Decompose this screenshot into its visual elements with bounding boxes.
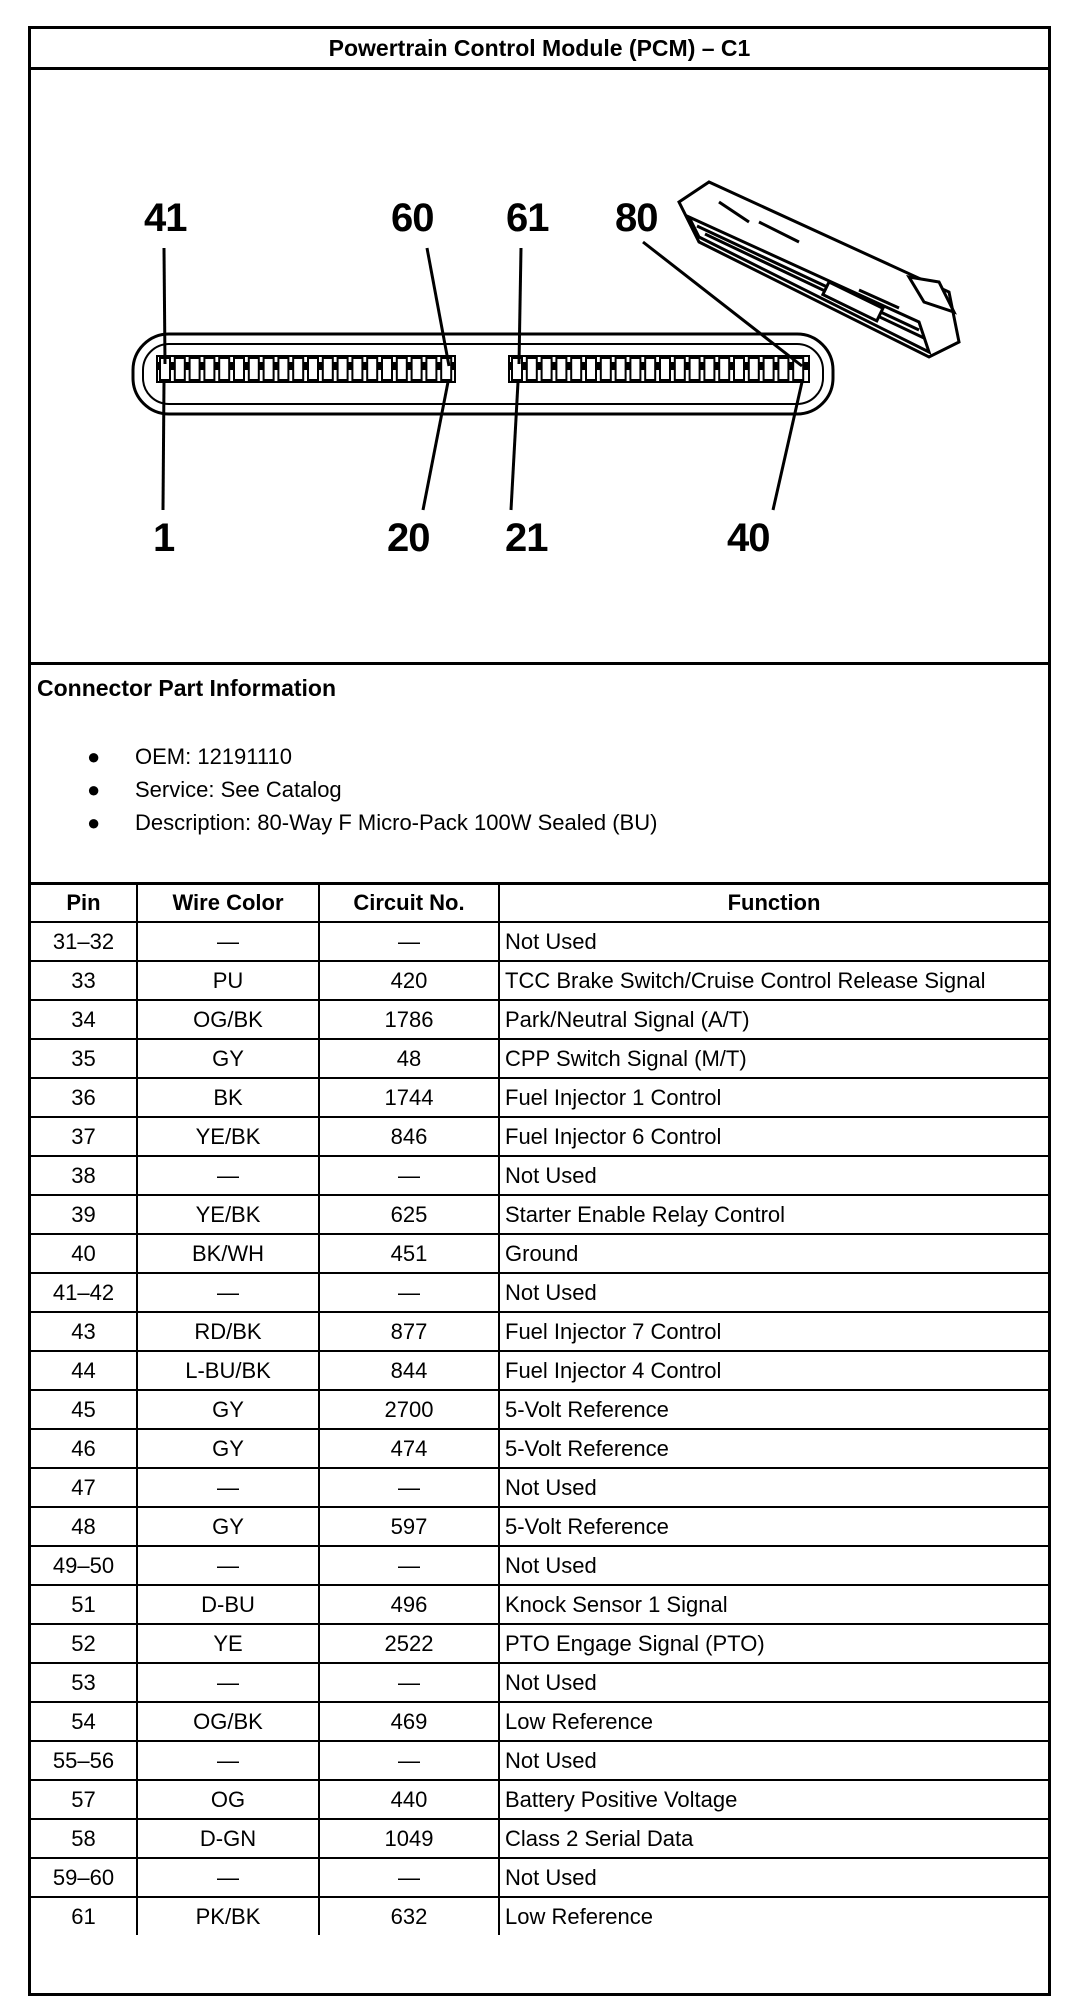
wire-color-cell: —	[137, 1741, 319, 1780]
function-cell: Not Used	[499, 1858, 1048, 1897]
pin-label-61: 61	[506, 196, 549, 240]
circuit-cell: 440	[319, 1780, 499, 1819]
wire-color-cell: D-BU	[137, 1585, 319, 1624]
pin-cell: 38	[31, 1156, 137, 1195]
pin-cell: 43	[31, 1312, 137, 1351]
pin-cell: 44	[31, 1351, 137, 1390]
wire-color-cell: L-BU/BK	[137, 1351, 319, 1390]
pin-cavity	[249, 358, 259, 380]
function-cell: Class 2 Serial Data	[499, 1819, 1048, 1858]
circuit-cell: 597	[319, 1507, 499, 1546]
document-title: Powertrain Control Module (PCM) – C1	[31, 29, 1048, 70]
pin-cell: 53	[31, 1663, 137, 1702]
pin-label-60: 60	[391, 196, 434, 240]
wire-color-cell: —	[137, 1273, 319, 1312]
circuit-cell: 48	[319, 1039, 499, 1078]
wire-color-cell: PK/BK	[137, 1897, 319, 1935]
pin-cavity	[352, 358, 362, 380]
pin-cell: 61	[31, 1897, 137, 1935]
function-cell: Park/Neutral Signal (A/T)	[499, 1000, 1048, 1039]
table-row	[31, 1390, 1048, 1429]
pin-cell: 31–32	[31, 922, 137, 961]
table-row	[31, 1117, 1048, 1156]
function-cell: PTO Engage Signal (PTO)	[499, 1624, 1048, 1663]
table-row	[31, 1273, 1048, 1312]
wire-color-cell: D-GN	[137, 1819, 319, 1858]
circuit-cell: —	[319, 1741, 499, 1780]
pin-cavity	[660, 358, 670, 380]
pin-cell: 54	[31, 1702, 137, 1741]
circuit-cell: —	[319, 1546, 499, 1585]
connector-iso-view	[679, 182, 959, 357]
table-row	[31, 1702, 1048, 1741]
pinout-table	[31, 885, 1048, 1935]
pin-cavity	[426, 358, 436, 380]
pin-cavity	[204, 358, 214, 380]
function-cell: Not Used	[499, 922, 1048, 961]
table-header-row	[31, 885, 1048, 922]
pin-cavity	[556, 358, 566, 380]
pin-cavity	[308, 358, 318, 380]
pin-cell: 55–56	[31, 1741, 137, 1780]
table-row	[31, 1468, 1048, 1507]
wire-color-cell: BK/WH	[137, 1234, 319, 1273]
pin-cell: 52	[31, 1624, 137, 1663]
table-row	[31, 1663, 1048, 1702]
pin-cavity	[175, 358, 185, 380]
pin-cell: 33	[31, 961, 137, 1000]
part-info-item: ● Description: 80-Way F Micro-Pack 100W Sealed (BU)	[31, 806, 657, 839]
pin-cavity	[264, 358, 274, 380]
connector-front-view	[133, 334, 833, 414]
wire-color-cell: PU	[137, 961, 319, 1000]
pin-cavity	[412, 358, 422, 380]
pin-cavity	[704, 358, 714, 380]
table-row	[31, 1741, 1048, 1780]
circuit-cell: 846	[319, 1117, 499, 1156]
table-row	[31, 1546, 1048, 1585]
function-cell: Fuel Injector 1 Control	[499, 1078, 1048, 1117]
pin-cavity	[542, 358, 552, 380]
function-cell: Not Used	[499, 1663, 1048, 1702]
pin-cell: 45	[31, 1390, 137, 1429]
pin-label-21: 21	[505, 516, 548, 560]
wire-color-cell: GY	[137, 1429, 319, 1468]
function-cell: CPP Switch Signal (M/T)	[499, 1039, 1048, 1078]
circuit-cell: 451	[319, 1234, 499, 1273]
pin-label-80: 80	[615, 196, 658, 240]
part-info-list	[31, 740, 657, 839]
wire-color-cell: OG	[137, 1780, 319, 1819]
pin-cell: 49–50	[31, 1546, 137, 1585]
pin-cavity	[675, 358, 685, 380]
pin-label-41: 41	[144, 196, 187, 240]
circuit-cell: 1049	[319, 1819, 499, 1858]
table-row	[31, 1078, 1048, 1117]
wire-color-cell: —	[137, 1546, 319, 1585]
table-row	[31, 1156, 1048, 1195]
table-row	[31, 1312, 1048, 1351]
pin-cavity	[630, 358, 640, 380]
circuit-cell: 877	[319, 1312, 499, 1351]
connector-document	[28, 26, 1051, 1996]
pin-cell: 35	[31, 1039, 137, 1078]
function-cell: Low Reference	[499, 1702, 1048, 1741]
function-cell: Knock Sensor 1 Signal	[499, 1585, 1048, 1624]
circuit-cell: 496	[319, 1585, 499, 1624]
header-function: Function	[499, 885, 1048, 922]
table-row	[31, 1000, 1048, 1039]
table-row	[31, 1234, 1048, 1273]
pin-cavity	[338, 358, 348, 380]
pin-cavity	[616, 358, 626, 380]
table-row	[31, 1897, 1048, 1935]
wire-color-cell: GY	[137, 1507, 319, 1546]
wire-color-cell: —	[137, 1858, 319, 1897]
function-cell: 5-Volt Reference	[499, 1507, 1048, 1546]
wire-color-cell: —	[137, 1156, 319, 1195]
function-cell: TCC Brake Switch/Cruise Control Release Signal	[499, 961, 1048, 1000]
wire-color-cell: —	[137, 1663, 319, 1702]
pin-cavity	[278, 358, 288, 380]
table-row	[31, 1780, 1048, 1819]
circuit-cell: —	[319, 1156, 499, 1195]
wire-color-cell: —	[137, 922, 319, 961]
pin-cell: 36	[31, 1078, 137, 1117]
table-row	[31, 1585, 1048, 1624]
wire-color-cell: BK	[137, 1078, 319, 1117]
pin-cell: 39	[31, 1195, 137, 1234]
function-cell: Low Reference	[499, 1897, 1048, 1935]
function-cell: 5-Volt Reference	[499, 1429, 1048, 1468]
circuit-cell: —	[319, 1858, 499, 1897]
function-cell: Not Used	[499, 1156, 1048, 1195]
function-cell: Not Used	[499, 1468, 1048, 1507]
function-cell: Battery Positive Voltage	[499, 1780, 1048, 1819]
wire-color-cell: GY	[137, 1390, 319, 1429]
pin-cell: 41–42	[31, 1273, 137, 1312]
circuit-cell: 1744	[319, 1078, 499, 1117]
bullet-icon: ●	[87, 810, 101, 835]
pin-cavity	[778, 358, 788, 380]
pin-cavity	[601, 358, 611, 380]
wire-color-cell: YE	[137, 1624, 319, 1663]
wire-color-cell: OG/BK	[137, 1702, 319, 1741]
pin-cell: 51	[31, 1585, 137, 1624]
function-cell: Starter Enable Relay Control	[499, 1195, 1048, 1234]
pin-cavity	[734, 358, 744, 380]
header-pin: Pin	[31, 885, 137, 922]
table-row	[31, 1429, 1048, 1468]
circuit-cell: 1786	[319, 1000, 499, 1039]
function-cell: Not Used	[499, 1546, 1048, 1585]
pin-cell: 58	[31, 1819, 137, 1858]
table-row	[31, 1819, 1048, 1858]
pin-cell: 37	[31, 1117, 137, 1156]
bullet-icon: ●	[87, 744, 101, 769]
pin-cavity	[749, 358, 759, 380]
wire-color-cell: —	[137, 1468, 319, 1507]
header-wire-color: Wire Color	[137, 885, 319, 922]
circuit-cell: —	[319, 1663, 499, 1702]
pin-cell: 47	[31, 1468, 137, 1507]
pin-cell: 48	[31, 1507, 137, 1546]
pin-cavity	[293, 358, 303, 380]
pin-cavity	[690, 358, 700, 380]
pin-cell: 57	[31, 1780, 137, 1819]
pin-cavity	[441, 358, 451, 380]
circuit-cell: 844	[319, 1351, 499, 1390]
table-row	[31, 1507, 1048, 1546]
function-cell: Ground	[499, 1234, 1048, 1273]
pin-cavity	[586, 358, 596, 380]
part-info-heading: Connector Part Information	[37, 675, 337, 701]
pin-cavity	[234, 358, 244, 380]
circuit-cell: —	[319, 1468, 499, 1507]
pin-cavity	[190, 358, 200, 380]
connector-drawing	[31, 70, 1048, 662]
table-row	[31, 922, 1048, 961]
pin-cavity	[382, 358, 392, 380]
circuit-cell: 420	[319, 961, 499, 1000]
table-row	[31, 1858, 1048, 1897]
pin-cell: 59–60	[31, 1858, 137, 1897]
circuit-cell: 625	[319, 1195, 499, 1234]
table-row	[31, 1195, 1048, 1234]
pin-cell: 34	[31, 1000, 137, 1039]
wire-color-cell: GY	[137, 1039, 319, 1078]
circuit-cell: —	[319, 922, 499, 961]
function-cell: Fuel Injector 6 Control	[499, 1117, 1048, 1156]
circuit-cell: 2522	[319, 1624, 499, 1663]
connector-part-info	[31, 665, 1048, 885]
table-row	[31, 1624, 1048, 1663]
circuit-cell: 474	[319, 1429, 499, 1468]
bullet-icon: ●	[87, 777, 101, 802]
pin-cavity	[764, 358, 774, 380]
wire-color-cell: YE/BK	[137, 1117, 319, 1156]
circuit-cell: 469	[319, 1702, 499, 1741]
table-row	[31, 961, 1048, 1000]
wire-color-cell: YE/BK	[137, 1195, 319, 1234]
pin-cavity	[397, 358, 407, 380]
pin-cavity	[527, 358, 537, 380]
pin-cavity	[719, 358, 729, 380]
circuit-cell: 632	[319, 1897, 499, 1935]
table-row	[31, 1039, 1048, 1078]
pin-cell: 46	[31, 1429, 137, 1468]
pin-cavity	[645, 358, 655, 380]
pin-label-1: 1	[153, 516, 175, 560]
function-cell: Not Used	[499, 1741, 1048, 1780]
pin-cavity	[367, 358, 377, 380]
pin-cavity	[219, 358, 229, 380]
part-info-item: ● OEM: 12191110	[31, 740, 657, 773]
pin-label-40: 40	[727, 516, 770, 560]
circuit-cell: 2700	[319, 1390, 499, 1429]
circuit-cell: —	[319, 1273, 499, 1312]
pin-label-20: 20	[387, 516, 430, 560]
wire-color-cell: OG/BK	[137, 1000, 319, 1039]
pin-cell: 40	[31, 1234, 137, 1273]
function-cell: Fuel Injector 4 Control	[499, 1351, 1048, 1390]
function-cell: 5-Volt Reference	[499, 1390, 1048, 1429]
wire-color-cell: RD/BK	[137, 1312, 319, 1351]
part-info-item: ● Service: See Catalog	[31, 773, 657, 806]
function-cell: Fuel Injector 7 Control	[499, 1312, 1048, 1351]
table-row	[31, 1351, 1048, 1390]
pin-cavity	[323, 358, 333, 380]
connector-diagram	[31, 70, 1048, 665]
function-cell: Not Used	[499, 1273, 1048, 1312]
header-circuit: Circuit No.	[319, 885, 499, 922]
pin-cavity	[571, 358, 581, 380]
